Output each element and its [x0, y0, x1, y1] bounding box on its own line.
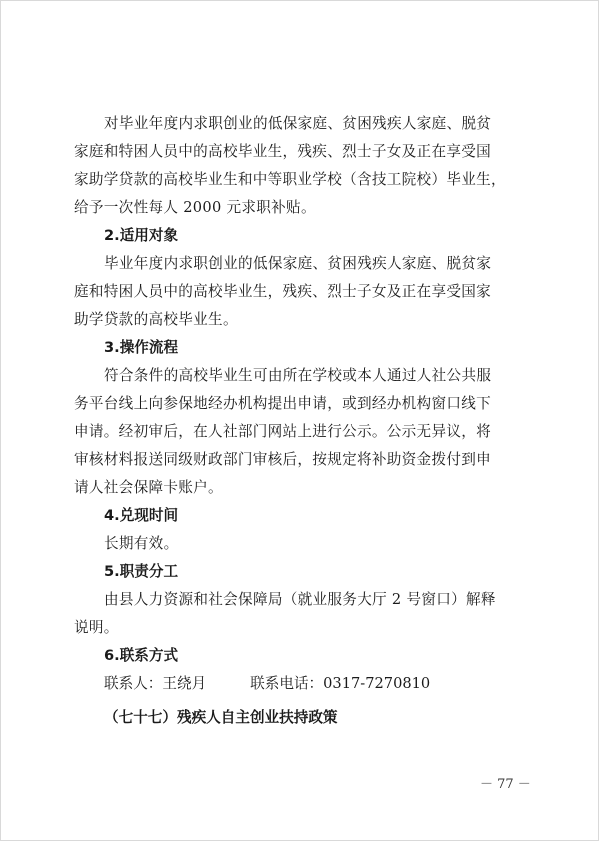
- paragraph-line: 庭和特困人员中的高校毕业生，残疾、烈士子女及正在享受国家: [74, 283, 492, 300]
- contact-row: [74, 670, 534, 698]
- paragraph-line: 由县人力资源和社会保障局（就业服务大厅 2 号窗口）解释: [104, 591, 496, 608]
- section-heading: 4.兑现时间: [104, 507, 179, 524]
- section-responsibility: [74, 558, 534, 642]
- section-heading: 3.操作流程: [104, 339, 179, 356]
- paragraph-line: 审核材料报送同级财政部门审核后，按规定将补助资金拨付到申: [74, 451, 492, 468]
- paragraph-line: 长期有效。: [104, 535, 179, 552]
- page-number: － 77 －: [480, 777, 531, 792]
- paragraph-line: 给予一次性每人 2000 元求职补贴。: [74, 199, 316, 216]
- paragraph-line: 助学贷款的高校毕业生。: [74, 311, 238, 328]
- paragraph-line: 毕业年度内求职创业的低保家庭、贫困残疾人家庭、脱贫家: [104, 255, 492, 272]
- contact-person: 联系人：王绕月: [104, 675, 207, 692]
- section-eligibility: [74, 222, 534, 334]
- document-body: [74, 110, 534, 698]
- paragraph-line: 家庭和特困人员中的高校毕业生，残疾、烈士子女及正在享受国: [74, 143, 492, 160]
- paragraph-line: 对毕业年度内求职创业的低保家庭、贫困残疾人家庭、脱贫: [104, 115, 492, 132]
- section-heading: 5.职责分工: [104, 563, 179, 580]
- next-section-title: （七十七）残疾人自主创业扶持政策: [104, 709, 338, 726]
- paragraph-line: 符合条件的高校毕业生可由所在学校或本人通过人社公共服: [104, 367, 492, 384]
- paragraph-line: 说明。: [74, 619, 119, 636]
- section-procedure: [74, 334, 534, 502]
- section-contact: [74, 642, 534, 698]
- section-redemption-time: [74, 502, 534, 558]
- paragraph-line: 请人社会保障卡账户。: [74, 479, 223, 496]
- paragraph-line: 申请。经初审后，在人社部门网站上进行公示。公示无异议，将: [74, 423, 492, 440]
- section-heading: 2.适用对象: [104, 227, 179, 244]
- paragraph-line: 家助学贷款的高校毕业生和中等职业学校（含技工院校）毕业生，: [74, 171, 506, 188]
- section-heading: 6.联系方式: [104, 647, 179, 664]
- intro-paragraph: [74, 110, 534, 222]
- paragraph-line: 务平台线上向参保地经办机构提出申请，或到经办机构窗口线下: [74, 395, 492, 412]
- contact-phone: 联系电话：0317-7270810: [250, 675, 431, 692]
